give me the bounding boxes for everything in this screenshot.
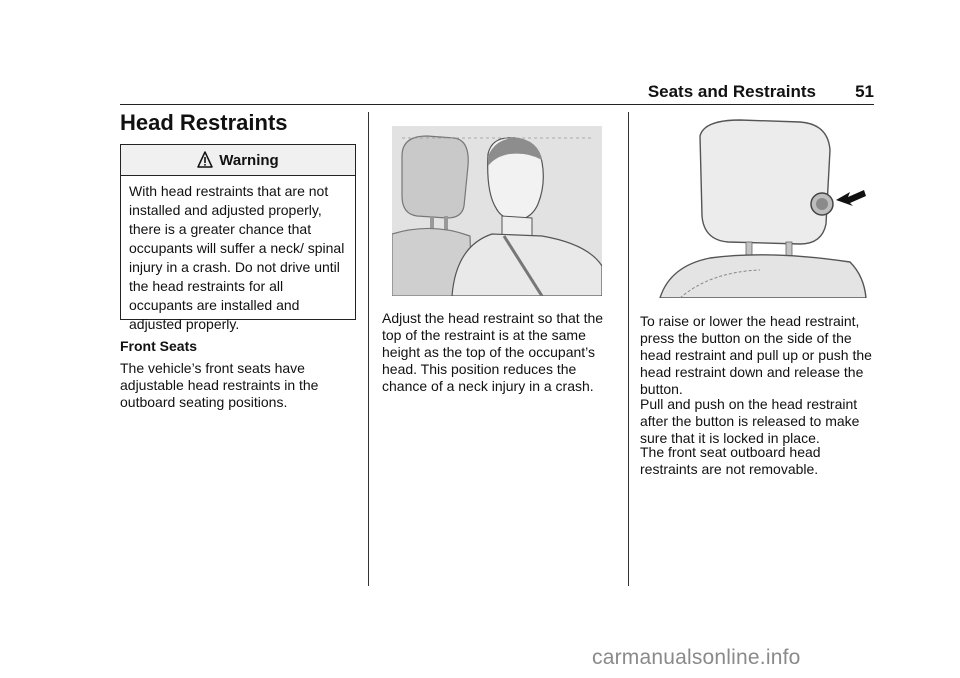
warning-text: With head restraints that are not installed and adjusted properly, there is a greater chance that occupants will suffer a neck/ spinal injury in a crash. Do not drive until the head restraints for all occupants are installed and adjusted properly. <box>129 183 345 332</box>
warning-label: Warning <box>219 151 279 169</box>
watermark-text: carmanualsonline.info <box>592 646 801 669</box>
body-paragraph: The front seat outboard head restraints are not removable. <box>640 444 821 477</box>
head-restraint-button-illustration <box>650 116 868 303</box>
page-title: Head Restraints <box>120 110 288 135</box>
section-title: Seats and Restraints <box>647 82 816 101</box>
warning-box <box>120 144 356 332</box>
body-paragraph: The vehicle’s front seats have adjustable head restraints in the outboard seating positions. <box>120 360 319 410</box>
body-paragraph: To raise or lower the head restraint, press the button on the side of the head restraint and pull up or push the head restraint down and release the button. <box>640 313 872 397</box>
body-paragraph: Pull and push on the head restraint after the button is released to make sure that it is locked in place. <box>640 396 860 446</box>
warning-triangle-icon <box>197 151 213 169</box>
column-divider <box>368 112 369 586</box>
subheading-front-seats: Front Seats <box>120 338 198 354</box>
body-paragraph: Adjust the head restraint so that the top of the restraint is at the same height as the top of the occupant’s head. This position reduces the chance of a neck injury in a crash. <box>382 310 604 394</box>
page-header <box>120 80 874 105</box>
page-number: 51 <box>855 82 874 101</box>
warning-header <box>121 145 355 176</box>
column-divider <box>628 112 629 586</box>
occupant-head-restraint-illustration <box>392 126 602 301</box>
